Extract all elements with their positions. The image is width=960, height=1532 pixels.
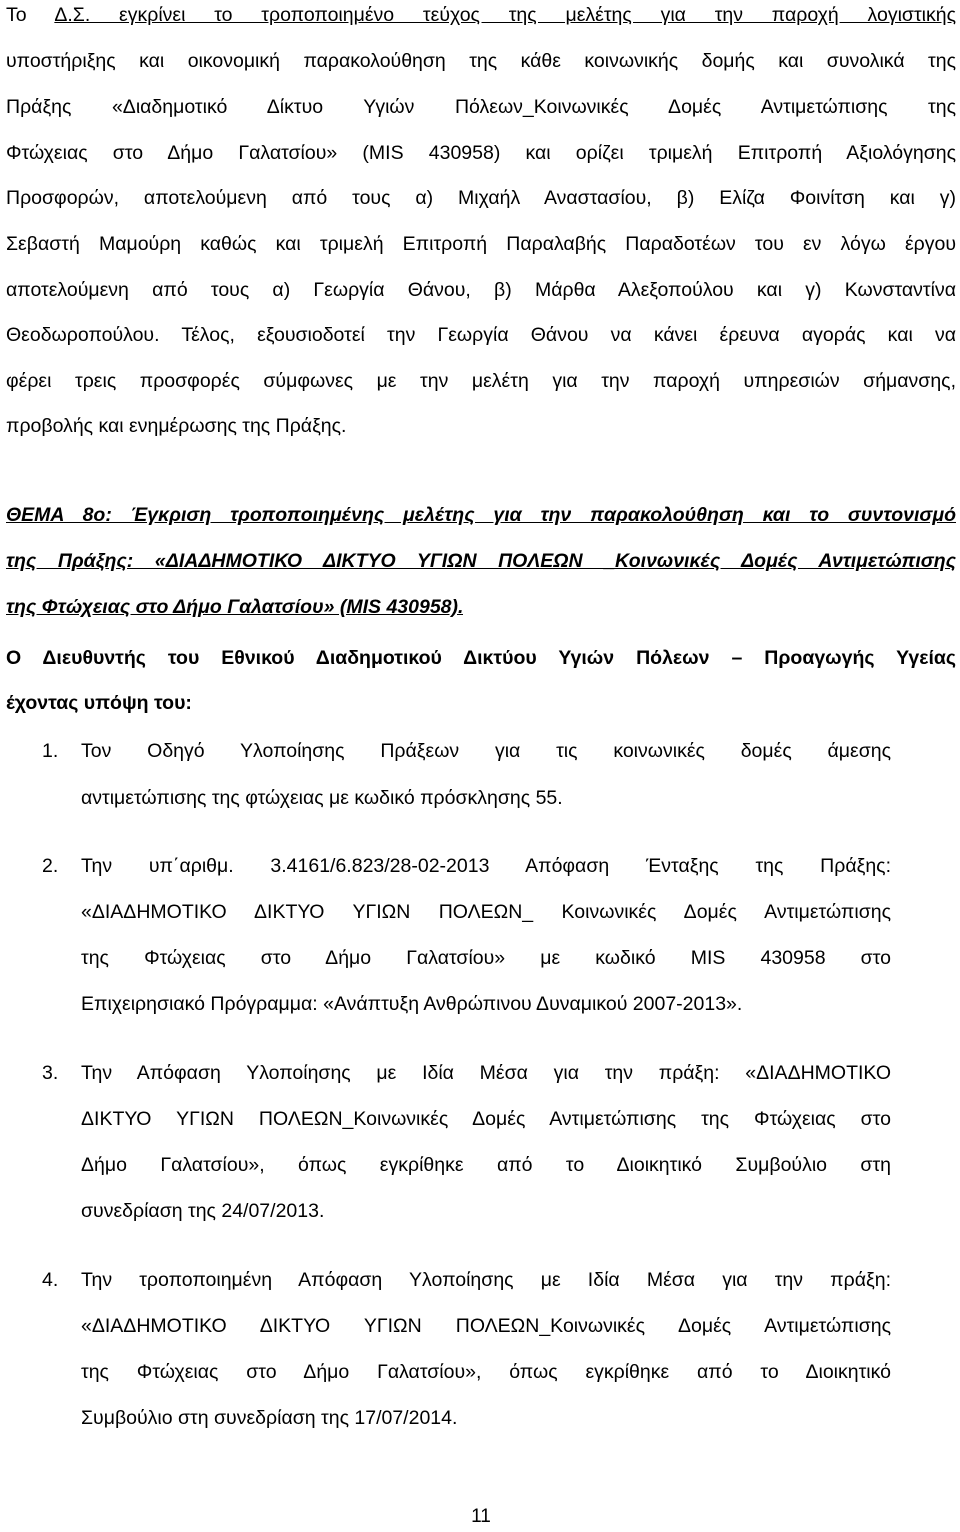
list-item-line: ΔΙΚΤΥΟ ΥΓΙΩΝ ΠΟΛΕΩΝ_Κοινωνικές Δομές Αντιμετώπισης της Φτώχειας στο: [81, 1108, 891, 1130]
topic-line-last: της Φτώχειας στο Δήμο Γαλατσίου» (MIS 430958).: [6, 596, 464, 618]
intro-line: αποτελούμενη από τους α) Γεωργία Θάνου, β) Μάρθα Αλεξοπούλου και γ) Κωνσταντίνα: [6, 279, 956, 301]
intro-line: Πράξης «Διαδημοτικό Δίκτυο Υγιών Πόλεων_Κοινωνικές Δομές Αντιμετώπισης της: [6, 96, 956, 118]
list-item-number: 4.: [42, 1269, 59, 1291]
intro-line: Θεοδωροπούλου. Τέλος, εξουσιοδοτεί την Γεωργία Θάνου να κάνει έρευνα αγοράς και να: [6, 324, 956, 346]
intro-line: φέρει τρεις προσφορές σύμφωνες με την μελέτη για την παροχή υπηρεσιών σήμανσης,: [6, 370, 956, 392]
list-item-line: «ΔΙΑΔΗΜΟΤΙΚΟ ΔΙΚΤΥΟ ΥΓΙΩΝ ΠΟΛΕΩΝ_ Κοινωνικές Δομές Αντιμετώπισης: [81, 901, 891, 923]
director-line: Ο Διευθυντής του Εθνικού Διαδημοτικού Δικτύου Υγιών Πόλεων – Προαγωγής Υγείας: [6, 647, 956, 669]
topic-line: ΘΕΜΑ 8ο: Έγκριση τροποποιημένης μελέτης για την παρακολούθηση και το συντονισμό: [6, 504, 956, 526]
decision-highlight: Δ.Σ. εγκρίνει το τροποποιημένο τεύχος της μελέτης για την παροχή λογιστικής: [54, 4, 956, 26]
intro-line: Φτώχειας στο Δήμο Γαλατσίου» (MIS 430958) και ορίζει τριμελή Επιτροπή Αξιολόγησης: [6, 142, 956, 164]
director-line-last: έχοντας υπόψη του:: [6, 692, 192, 714]
intro-line-last: προβολής και ενημέρωσης της Πράξης.: [6, 415, 347, 437]
list-item-line-last: αντιμετώπισης της φτώχειας με κωδικό πρόσκλησης 55.: [81, 787, 563, 809]
list-item-line: Την τροποποιημένη Απόφαση Υλοποίησης με Ιδία Μέσα για την πράξη:: [81, 1269, 891, 1291]
list-item-line-last: Επιχειρησιακό Πρόγραμμα: «Ανάπτυξη Ανθρώπινου Δυναμικού 2007-2013».: [81, 993, 743, 1015]
list-item-line: της Φτώχειας στο Δήμο Γαλατσίου», όπως εγκρίθηκε από το Διοικητικό: [81, 1361, 891, 1383]
list-item-line: Την υπ΄αριθμ. 3.4161/6.823/28-02-2013 Απόφαση Ένταξης της Πράξης:: [81, 855, 891, 877]
intro-line: Σεβαστή Μαμούρη καθώς και τριμελή Επιτροπή Παραλαβής Παραδοτέων του εν λόγω έργου: [6, 233, 956, 255]
intro-line: υποστήριξης και οικονομική παρακολούθηση της κάθε κοινωνικής δομής και συνολικά της: [6, 50, 956, 72]
list-item-line: «ΔΙΑΔΗΜΟΤΙΚΟ ΔΙΚΤΥΟ ΥΓΙΩΝ ΠΟΛΕΩΝ_Κοινωνικές Δομές Αντιμετώπισης: [81, 1315, 891, 1337]
list-item-number: 3.: [42, 1062, 59, 1084]
document-page: [6, 0, 956, 1530]
list-item-line: Την Απόφαση Υλοποίησης με Ιδία Μέσα για την πράξη: «ΔΙΑΔΗΜΟΤΙΚΟ: [81, 1062, 891, 1084]
intro-line: Το Δ.Σ. εγκρίνει το τροποποιημένο τεύχος της μελέτης για την παροχή λογιστικής: [6, 4, 956, 26]
intro-line: Προσφορών, αποτελούμενη από τους α) Μιχαήλ Αναστασίου, β) Ελίζα Φοινίτση και γ): [6, 187, 956, 209]
topic-line: της Πράξης: «ΔΙΑΔΗΜΟΤΙΚΟ ΔΙΚΤΥΟ ΥΓΙΩΝ ΠΟΛΕΩΝ _Κοινωνικές Δομές Αντιμετώπισης: [6, 550, 956, 572]
list-item-line: Τον Οδηγό Υλοποίησης Πράξεων για τις κοινωνικές δομές άμεσης: [81, 740, 891, 762]
list-item-line: Δήμο Γαλατσίου», όπως εγκρίθηκε από το Διοικητικό Συμβούλιο στη: [81, 1154, 891, 1176]
list-item-line-last: συνεδρίαση της 24/07/2013.: [81, 1200, 325, 1222]
list-item-line: της Φτώχειας στο Δήμο Γαλατσίου» με κωδικό MIS 430958 στο: [81, 947, 891, 969]
list-item-line-last: Συμβούλιο στη συνεδρίαση της 17/07/2014.: [81, 1407, 458, 1429]
list-item-number: 2.: [42, 855, 59, 877]
page-number: 11: [471, 1506, 491, 1527]
list-item-number: 1.: [42, 740, 59, 762]
